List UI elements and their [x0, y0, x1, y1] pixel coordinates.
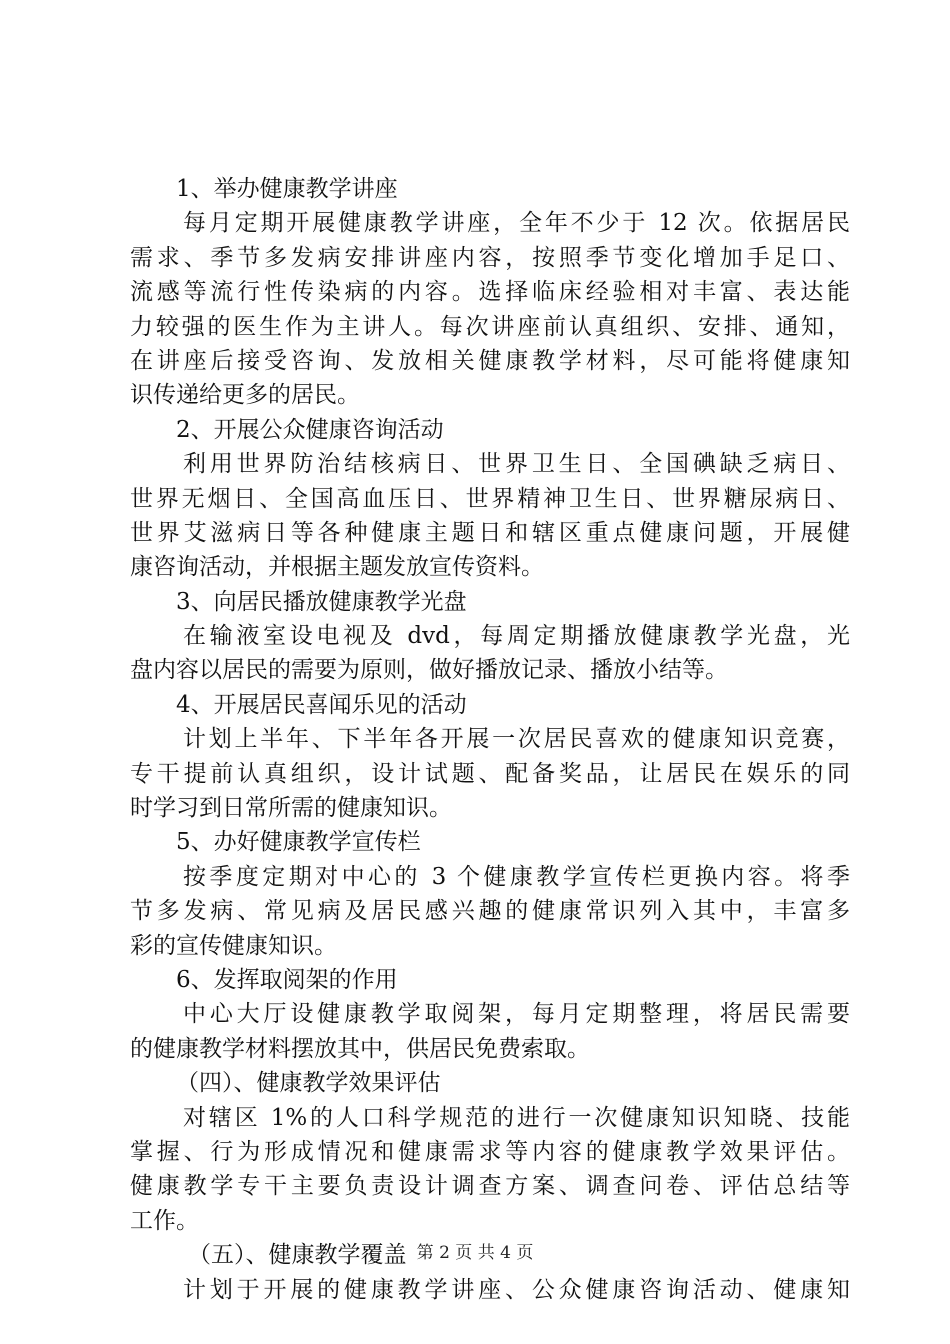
section-heading: 2、开展公众健康咨询活动 — [176, 416, 444, 443]
paragraph-line: 掌握、行为形成情况和健康需求等内容的健康教学效果评估。 — [130, 1138, 850, 1165]
paragraph-last-line: 时学习到日常所需的健康知识。 — [130, 795, 452, 822]
paragraph-last-line: 康咨询活动，并根据主题发放宣传资料。 — [130, 554, 544, 581]
paragraph-last-line: 识传递给更多的居民。 — [130, 382, 360, 409]
paragraph-last-line: 彩的宣传健康知识。 — [130, 932, 337, 959]
section-heading: （五）、健康教学覆盖 — [188, 1242, 407, 1269]
paragraph-last-line: 的健康教学材料摆放其中，供居民免费索取。 — [130, 1035, 590, 1062]
section-heading: （四）、健康教学效果评估 — [176, 1070, 441, 1097]
section-heading: 4、开展居民喜闻乐见的活动 — [176, 691, 467, 718]
paragraph-line: 世界无烟日、全国高血压日、世界精神卫生日、世界糖尿病日、 — [130, 485, 850, 512]
paragraph-line: 流感等流行性传染病的内容。选择临床经验相对丰富、表达能 — [130, 279, 850, 306]
document-body — [130, 172, 850, 1307]
paragraph-first-line: 计划上半年、下半年各开展一次居民喜欢的健康知识竞赛， — [183, 726, 850, 753]
paragraph-first-line: 按季度定期对中心的 3 个健康教学宣传栏更换内容。将季 — [183, 863, 850, 890]
page-footer: 第 2 页 共 4 页 — [416, 1243, 534, 1263]
paragraph-line: 节多发病、常见病及居民感兴趣的健康常识列入其中，丰富多 — [130, 898, 850, 925]
paragraph-line: 需求、季节多发病安排讲座内容，按照季节变化增加手足口、 — [130, 244, 850, 271]
paragraph-line: 力较强的医生作为主讲人。每次讲座前认真组织、安排、通知， — [130, 313, 850, 340]
section-heading: 1、举办健康教学讲座 — [176, 176, 398, 202]
paragraph-line: 世界艾滋病日等各种健康主题日和辖区重点健康问题，开展健 — [130, 519, 850, 546]
paragraph-first-line: 对辖区 1%的人口科学规范的进行一次健康知识知晓、技能 — [183, 1104, 850, 1131]
paragraph-line: 专干提前认真组织，设计试题、配备奖品，让居民在娱乐的同 — [130, 760, 850, 787]
paragraph-first-line: 在输液室设电视及 dvd，每周定期播放健康教学光盘，光 — [183, 623, 850, 650]
paragraph-line: 健康教学专干主要负责设计调查方案、调查问卷、评估总结等 — [130, 1173, 850, 1200]
paragraph-first-line: 每月定期开展健康教学讲座，全年不少于 12 次。依据居民 — [183, 210, 850, 237]
paragraph-first-line: 利用世界防治结核病日、世界卫生日、全国碘缺乏病日、 — [183, 451, 850, 478]
paragraph-last-line: 盘内容以居民的需要为原则，做好播放记录、播放小结等。 — [130, 657, 728, 684]
paragraph-last-line: 工作。 — [130, 1207, 199, 1234]
section-heading: 5、办好健康教学宣传栏 — [176, 829, 421, 856]
paragraph-line: 在讲座后接受咨询、发放相关健康教学材料，尽可能将健康知 — [130, 347, 850, 374]
section-heading: 6、发挥取阅架的作用 — [176, 966, 398, 993]
paragraph-first-line: 计划于开展的健康教学讲座、公众健康咨询活动、健康知 — [183, 1276, 850, 1303]
section-heading: 3、向居民播放健康教学光盘 — [176, 588, 467, 615]
paragraph-first-line: 中心大厅设健康教学取阅架，每月定期整理，将居民需要 — [183, 1001, 850, 1028]
